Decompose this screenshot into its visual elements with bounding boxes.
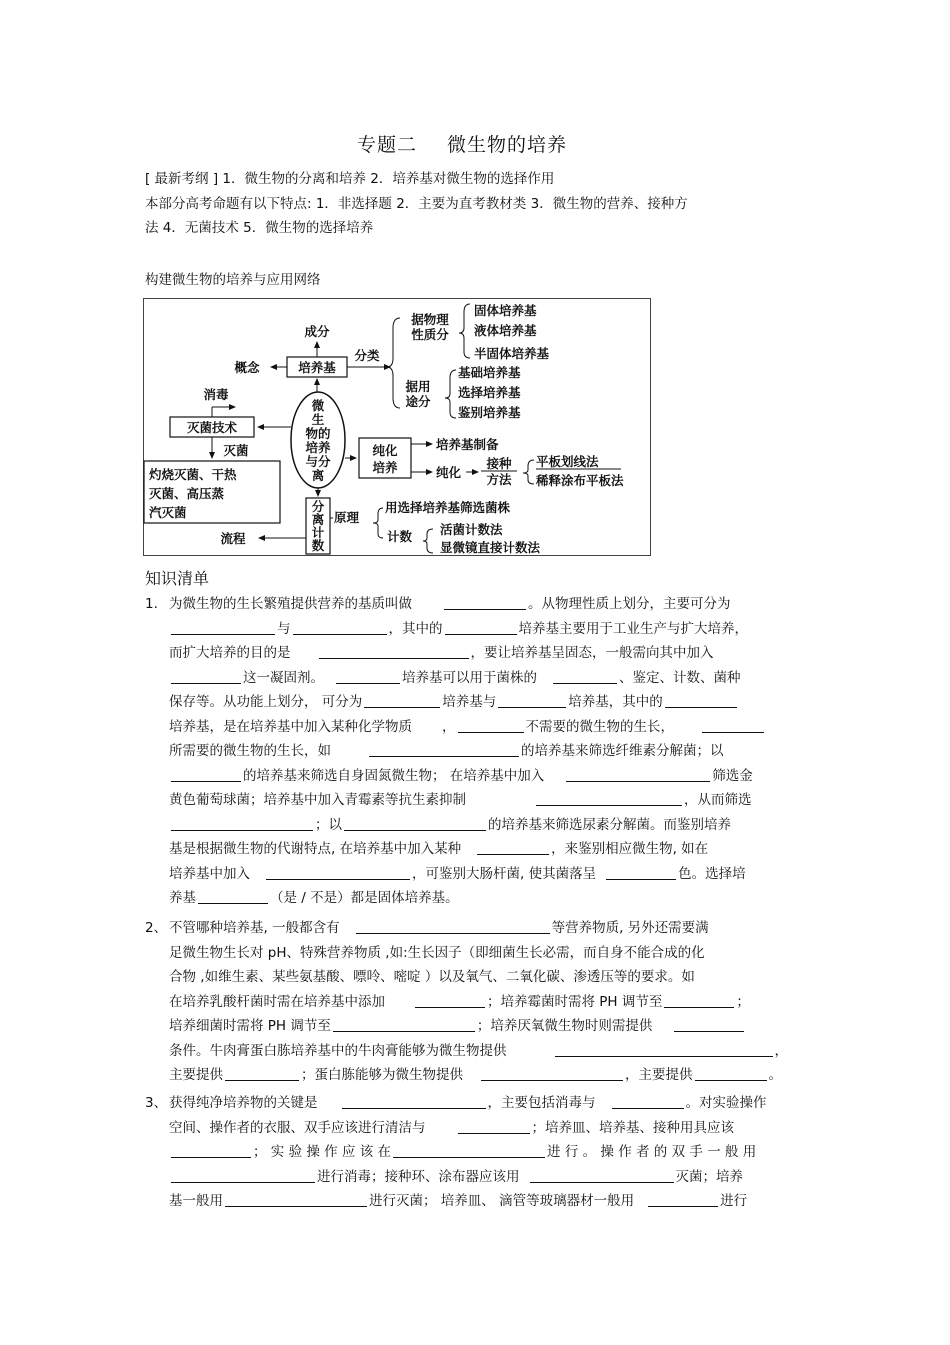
gainian-label: 概念: [234, 360, 260, 375]
yongtu-line-1: 据用: [405, 379, 431, 394]
chunhua-line-1: 纯化: [372, 443, 398, 458]
q1-blank[interactable]: [498, 693, 566, 708]
center-line-2: 生: [311, 412, 325, 427]
q3-blank[interactable]: [225, 1192, 367, 1207]
q2-blank[interactable]: [695, 1066, 767, 1081]
jishu-label: 计数: [387, 529, 413, 544]
q1-blank[interactable]: [477, 840, 549, 855]
wuli-item-1: 固体培养基: [474, 303, 537, 318]
q1-blank[interactable]: [198, 889, 268, 904]
center-line-3: 物的: [305, 426, 331, 441]
q1-blank[interactable]: [344, 816, 486, 831]
q2-blank[interactable]: [225, 1066, 299, 1081]
q2-blank[interactable]: [664, 993, 734, 1008]
q3-blank[interactable]: [393, 1143, 545, 1158]
jiezhong-item-2: 稀释涂布平板法: [536, 473, 624, 488]
miejun-method-2: 灭菌、高压蒸: [149, 486, 225, 501]
q2-blank[interactable]: [356, 919, 550, 934]
q1-blank[interactable]: [702, 718, 764, 733]
q2-number: 2、: [145, 920, 168, 936]
q1-blank[interactable]: [336, 669, 400, 684]
q1-blank[interactable]: [266, 865, 410, 880]
q2-blank[interactable]: [674, 1017, 744, 1032]
q1-blank[interactable]: [553, 669, 617, 684]
xiaodu-label: 消毒: [203, 387, 229, 402]
center-line-4: 培养: [305, 440, 331, 455]
chunhua-line-2: 培养: [372, 460, 398, 475]
q1-blank[interactable]: [171, 620, 275, 635]
q2-blank[interactable]: [555, 1042, 773, 1057]
wuli-line-2: 性质分: [411, 327, 449, 342]
q2-blank[interactable]: [333, 1017, 475, 1032]
mijun-label: 灭菌技术: [186, 420, 238, 435]
q1-blank[interactable]: [319, 644, 469, 659]
fenli-char-3: 计: [311, 525, 325, 540]
wuli-item-3: 半固体培养基: [474, 346, 550, 361]
question-3: 3、 获得纯净培养物的关键是 ，主要包括消毒与 。对实验操作 空间、操作者的衣服、双手应该进行清洁与 ；培养皿、培养基、接种用具应该 ； 实 验 操 作 应 该 在 进 行 。 操 作 者 的 双 手 一 般 用 进行消毒；接种环、涂布器应该用 灭菌；培养 基一般用 进行灭菌； 培养皿、 滴管等玻璃器材一般用 进行: [145, 1091, 810, 1214]
question-2: 2、 不管哪种培养基, 一般都含有 等营养物质, 另外还需要满 足微生物生长对 pH、特殊营养物质 ,如:生长因子（即细菌生长必需，而自身不能合成的化 合物 ,如维生素、某些氨基酸、嘌呤、嘧啶 ）以及氧气、二氧化碳、渗透压等的要求。如 在培养乳酸杆菌时需在培养基中添加 ；培养霉菌时需将 PH 调节至 ； 培养细菌时需将 PH 调节至 ；培养厌氧微生物时则需提供 条件。牛肉膏蛋白胨培养基中的牛肉膏能够为微生物提供 ， 主要提供 ；蛋白胨能够为微生物提供 ，主要提供 。: [145, 916, 810, 1088]
center-line-6: 离: [311, 468, 325, 483]
jiezhong-item-1: 平板划线法: [536, 454, 599, 469]
jishu-item-2: 显微镜直接计数法: [440, 540, 541, 555]
fenli-char-2: 离: [311, 512, 325, 527]
feature-line-2: 法 4．无菌技术 5．微生物的选择培养: [145, 220, 374, 236]
concept-map-diagram: [143, 298, 651, 556]
q2-blank[interactable]: [481, 1066, 623, 1081]
q1-blank[interactable]: [293, 620, 387, 635]
q1-blank[interactable]: [444, 595, 526, 610]
wuli-item-2: 液体培养基: [474, 323, 537, 338]
q3-blank[interactable]: [530, 1168, 674, 1183]
fenli-char-1: 分: [311, 499, 325, 514]
liucheng-label: 流程: [220, 531, 246, 546]
yongtu-item-2: 选择培养基: [458, 385, 521, 400]
yuanli-text: 用选择培养基筛选菌株: [385, 500, 511, 515]
q1-blank[interactable]: [536, 791, 682, 806]
miejun-method-1: 灼烧灭菌、干热: [149, 467, 237, 482]
q3-blank[interactable]: [648, 1192, 718, 1207]
miejun-label: 灭菌: [223, 443, 249, 458]
q1-blank[interactable]: [566, 767, 710, 782]
wuli-line-1: 据物理: [411, 312, 449, 327]
fenlei-label: 分类: [354, 348, 380, 363]
q1-blank[interactable]: [445, 620, 517, 635]
page-title: [357, 130, 567, 157]
q1-blank[interactable]: [606, 865, 676, 880]
q1-blank[interactable]: [369, 742, 519, 757]
network-caption: 构建微生物的培养与应用网络: [145, 272, 321, 288]
title-part-b: 微生物的培养: [447, 134, 568, 156]
chengfen-label: 成分: [304, 324, 330, 339]
q3-blank[interactable]: [342, 1094, 486, 1109]
q2-blank[interactable]: [415, 993, 485, 1008]
question-1: 1. 为微生物的生长繁殖提供营养的基质叫做 。从物理性质上划分，主要可分为 与 ，其中的 培养基主要用于工业生产与扩大培养， 而扩大培养的目的是 ，要让培养基呈固态，一般需向其中加入 这一凝固剂。 培养基可以用于菌株的 、鉴定、计数、菌种 保存等。从功能上划分， 可分为 培养基与 培养基，其中的 培养基，是在培养基中加入某种化学物质 ， 不需要的微生物的生长， 所需要的微生物的生长，如 的培养基来筛选纤维素分解菌；以 的培养基来筛选自身固氮微生物； 在培养基中加入 筛选金 黄色葡萄球菌；培养基中加入青霉素等抗生素抑制 ，从而筛选 ；以 的培养基来筛选尿素分解菌。而鉴别培养 基是根据微生物的代谢特点, 在培养基中加入某种 ，来鉴别相应微生物, 如在 培养基中加入 ，可鉴别大肠杆菌, 使其菌落呈 色。选择培 养基 （是 / 不是）都是固体培养基。: [145, 592, 810, 911]
q3-blank[interactable]: [171, 1143, 251, 1158]
q1-blank[interactable]: [364, 693, 440, 708]
q1-blank[interactable]: [458, 718, 524, 733]
yongtu-line-2: 途分: [405, 394, 431, 409]
q3-blank[interactable]: [612, 1094, 684, 1109]
exam-outline: [ 最新考纲 ] 1．微生物的分离和培养 2．培养基对微生物的选择作用: [145, 171, 555, 187]
center-line-5: 与分: [305, 454, 331, 469]
jiezhong-line-2: 方法: [486, 472, 512, 487]
center-line-1: 微: [311, 398, 325, 413]
peiyangji-label: 培养基: [298, 360, 336, 375]
miejun-method-3: 汽灭菌: [149, 505, 187, 520]
q1-number: 1.: [145, 596, 158, 612]
q1-blank[interactable]: [171, 816, 313, 831]
q1-blank[interactable]: [665, 693, 737, 708]
q3-number: 3、: [145, 1095, 168, 1111]
zhibei-label: 培养基制备: [436, 437, 499, 452]
yongtu-item-3: 鉴别培养基: [458, 405, 521, 420]
chunhua2-label: 纯化: [436, 465, 462, 480]
jishu-item-1: 活菌计数法: [440, 522, 503, 537]
feature-line-1: 本部分高考命题有以下特点: 1．非选择题 2．主要为直考教材类 3．微生物的营养、接种方: [145, 196, 688, 212]
yuanli-label: 原理: [334, 510, 360, 525]
title-part-a: 专题二: [357, 134, 418, 156]
q1-blank[interactable]: [171, 767, 241, 782]
fenli-char-4: 数: [311, 538, 325, 553]
q3-blank[interactable]: [458, 1119, 530, 1134]
jiezhong-line-1: 接种: [486, 456, 512, 471]
knowledge-heading: 知识清单: [145, 569, 210, 588]
yongtu-item-1: 基础培养基: [458, 365, 521, 380]
q3-blank[interactable]: [171, 1168, 315, 1183]
q1-blank[interactable]: [171, 669, 241, 684]
